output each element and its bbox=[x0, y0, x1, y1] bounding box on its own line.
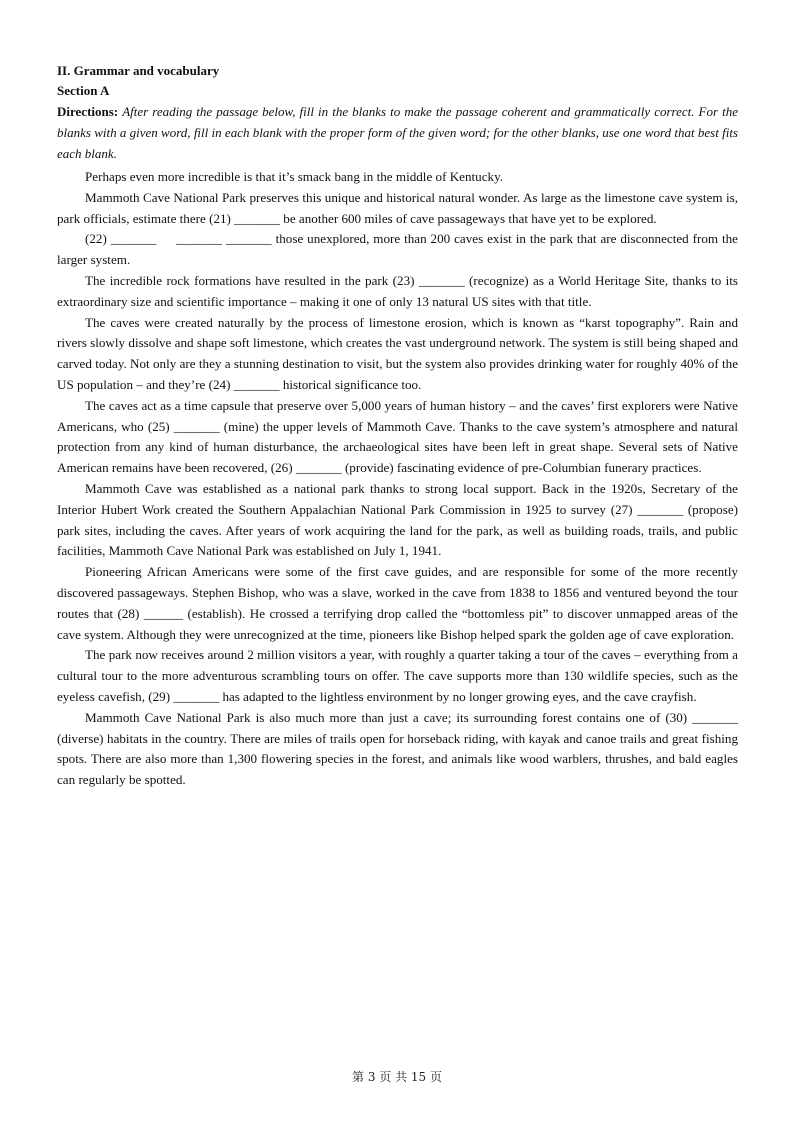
passage-paragraph-9: The park now receives around 2 million visitors a year, with roughly a quarter taking a tour of the caves – everything from a cultural tour to the more adventurous scrambling tours on offer. The cave supports more than 130 wildlife species, such as the eyeless cavefish, (29) _______ has adapted to the lightless environment by no longer growing eyes, and the cave crayfish. bbox=[57, 647, 738, 704]
passage-paragraph-7: Mammoth Cave was established as a national park thanks to strong local support. Back in the 1920s, Secretary of the Interior Hubert Work created the Southern Appalachian National Park Commission in 1925 to survey (27) _______ (propose) park sites, including the caves. After years of work acquiring the land for the park, as well as building roads, trails, and public facilities, Mammoth Cave National Park was established on July 1, 1941. bbox=[57, 480, 738, 559]
page-number-footer: 第 3 页 共 15 页 bbox=[352, 1070, 442, 1084]
passage-paragraph-3: (22) _______ _______ _______ those unexplored, more than 200 caves exist in the park that are disconnected from the larger system. bbox=[57, 231, 738, 268]
directions-text: After reading the passage below, fill in the blanks to make the passage coherent and grammatically correct. For the blanks with a given word, fill in each blank with the proper form of the given word; for the other blanks, use one word that best fits each blank. bbox=[57, 104, 739, 161]
passage-paragraph-5: The caves were created naturally by the process of limestone erosion, which is known as “karst topography”. Rain and rivers slowly dissolve and shape soft limestone, which creates the vast underground network. The system is still being shaped and carved today. Not only are they a stunning destination to visit, but the system also provides drinking water for roughly 40% of the US population – and they’re (24) _______ historical significance too. bbox=[57, 314, 738, 392]
section-title: II. Grammar and vocabulary bbox=[57, 63, 220, 78]
passage-paragraph-8: Pioneering African Americans were some of the first cave guides, and are responsible for some of the more recently discovered passageways. Stephen Bishop, who was a slave, worked in the cave from 1838 to 1856 and ventured beyond the tour routes that (28) ______ (establish). He crossed a terrifying drop called the “bottomless pit” to discover unmapped areas of the cave system. Although they were unrecognized at the time, pioneers like Bishop helped spark the golden age of cave exploration. bbox=[57, 564, 738, 642]
passage-paragraph-1: Perhaps even more incredible is that it’s smack bang in the middle of Kentucky. bbox=[85, 169, 504, 184]
passage-paragraph-6: The caves act as a time capsule that preserve over 5,000 years of human history – and the caves’ first explorers were Native Americans, who (25) _______ (mine) the upper levels of Mammoth Cave. Thanks to the cave system’s atmosphere and natural protection from any kind of human disturbance, the archaeological sites have been left in great shape. Several sets of Native American remains have been recovered, (26) _______ (provide) fascinating evidence of pre-Columbian funerary practices. bbox=[57, 397, 738, 476]
directions bbox=[57, 101, 738, 164]
page-content bbox=[57, 61, 738, 791]
section-subtitle: Section A bbox=[57, 83, 110, 98]
passage-paragraph-4: The incredible rock formations have resulted in the park (23) _______ (recognize) as a World Heritage Site, thanks to its extraordinary size and scientific importance – making it one of only 13 natural US sites with that title. bbox=[57, 272, 738, 309]
passage-paragraph-2: Mammoth Cave National Park preserves this unique and historical natural wonder. As large as the limestone cave system is, park officials, estimate there (21) _______ be another 600 miles of cave passageways that have yet to be explored. bbox=[57, 189, 738, 226]
directions-label: Directions: bbox=[57, 104, 119, 119]
passage-paragraph-10: Mammoth Cave National Park is also much more than just a cave; its surrounding forest contains one of (30) _______ (diverse) habitats in the country. There are miles of trails open for horseback riding, with kayak and canoe trails and great fishing spots. There are also more than 1,300 flowering species in the forest, and animals like wood warblers, thrushes, and bald eagles can regularly be spotted. bbox=[57, 709, 738, 788]
